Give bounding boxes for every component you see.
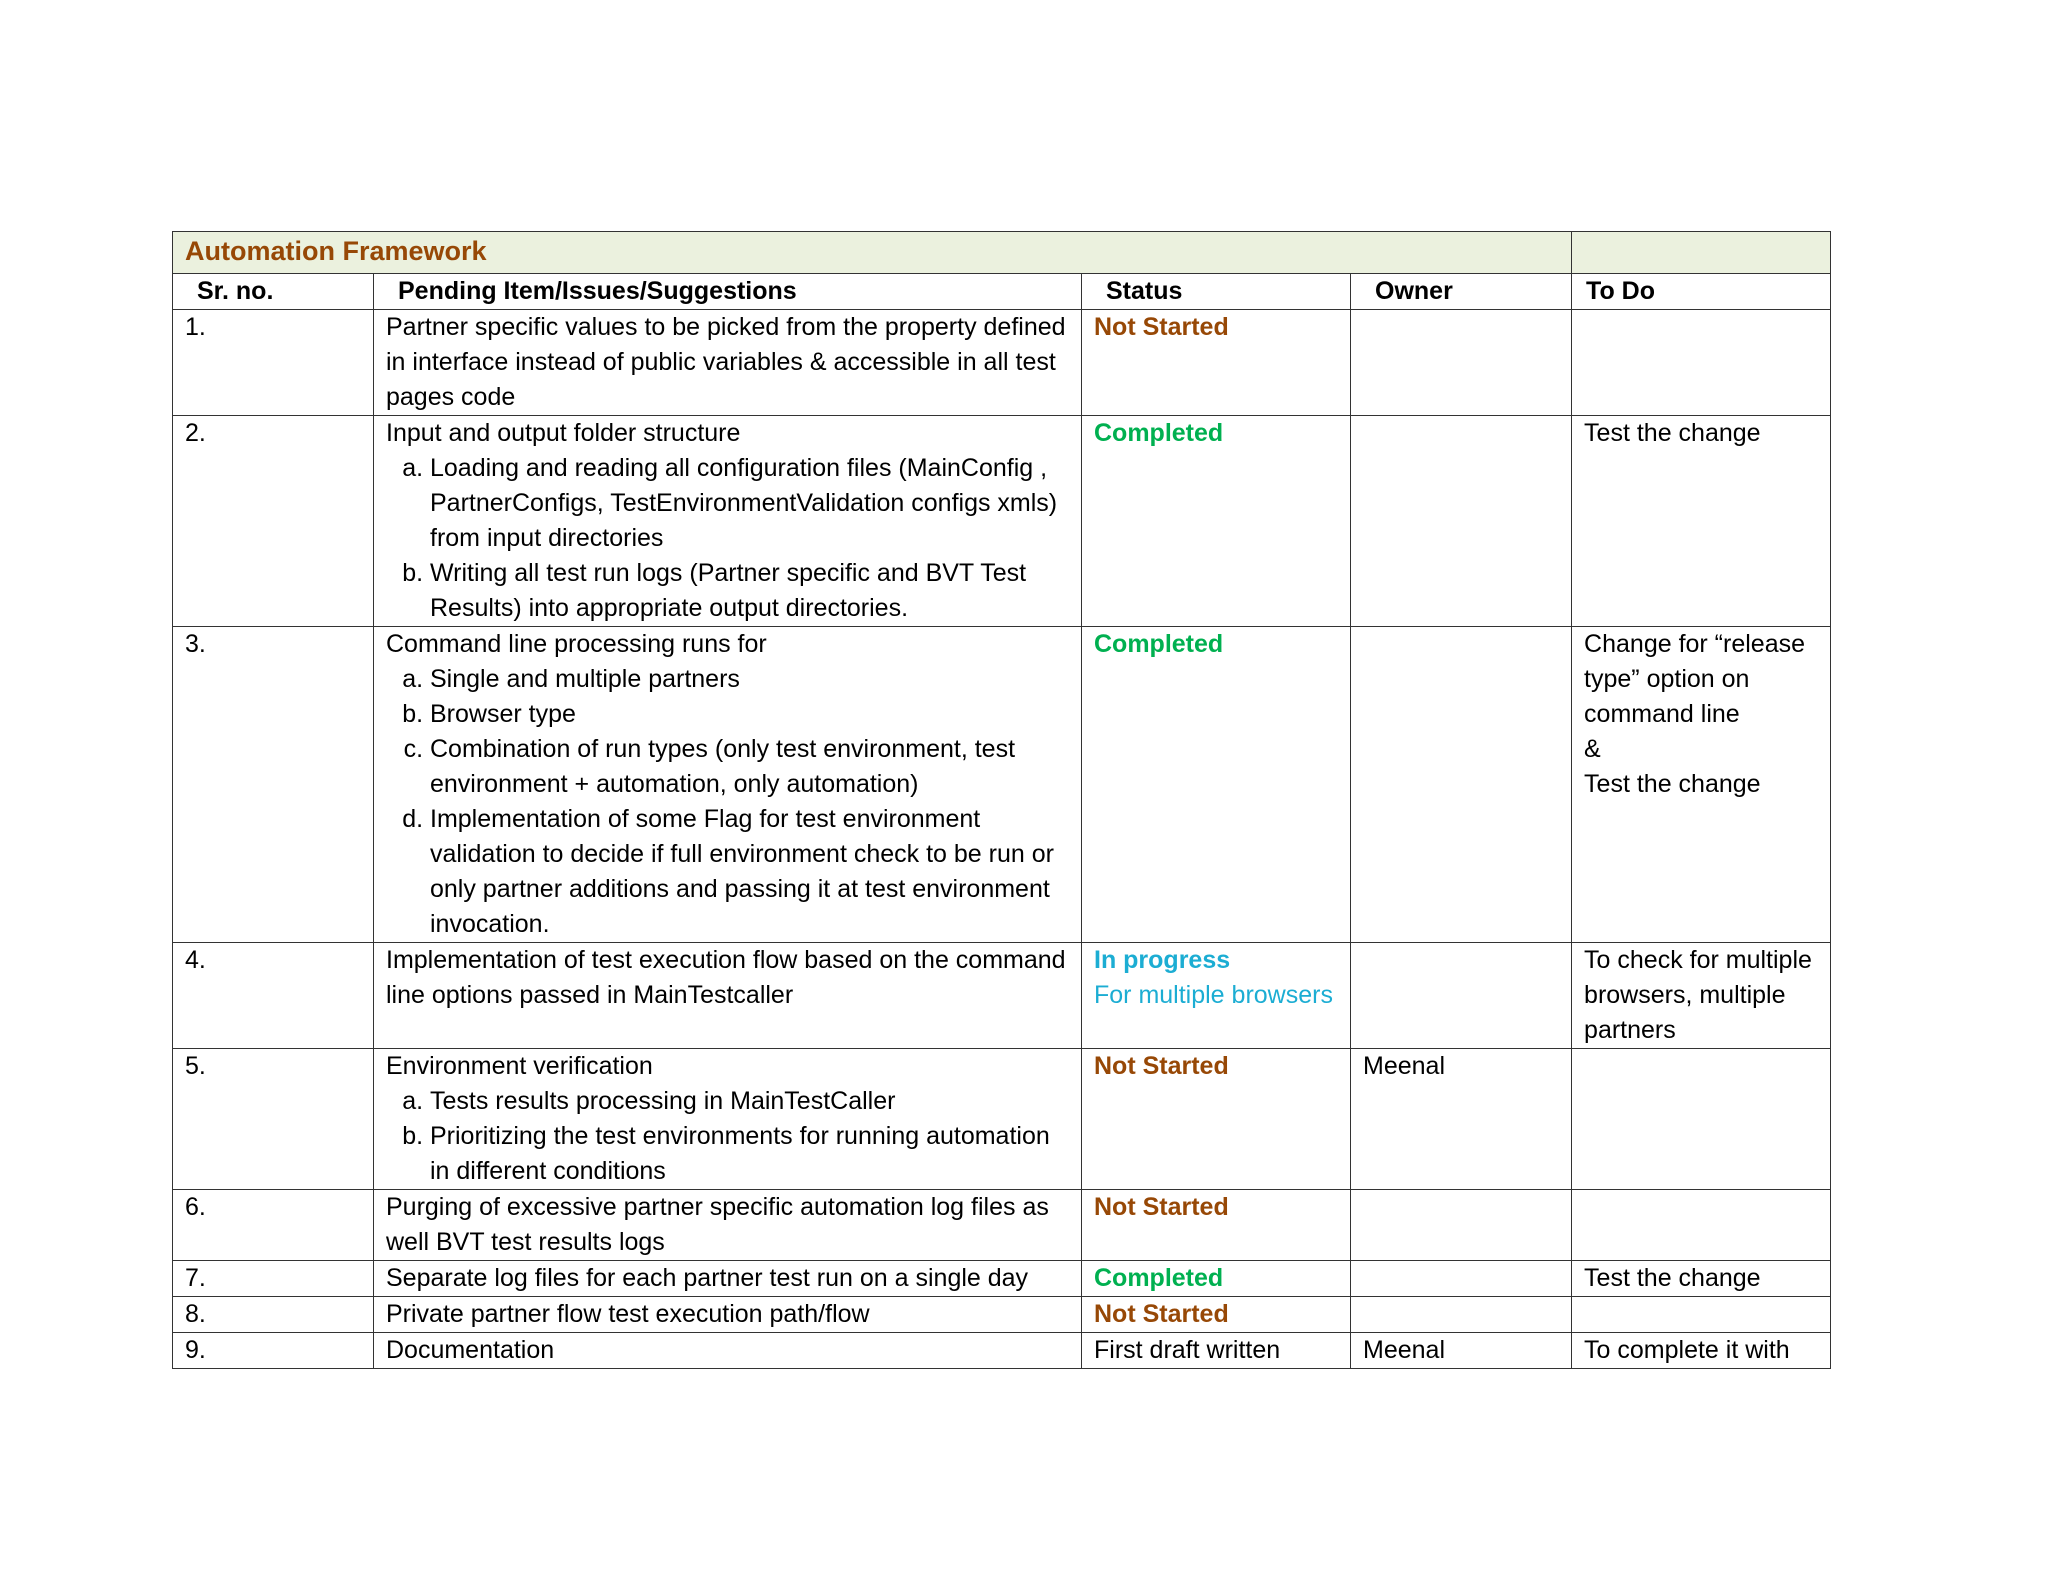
todo-cell: Test the change xyxy=(1572,1261,1831,1297)
status-cell xyxy=(1082,416,1351,627)
sr-no-cell: 1. xyxy=(173,310,374,416)
status-text: Completed xyxy=(1094,1264,1224,1292)
sr-no-cell: 3. xyxy=(173,627,374,943)
sr-no-cell: 7. xyxy=(173,1261,374,1297)
status-cell xyxy=(1082,943,1351,1049)
sub-item-list xyxy=(386,662,1069,942)
status-note: For multiple browsers xyxy=(1094,981,1333,1009)
table-title: Automation Framework xyxy=(185,236,487,266)
status-text: Completed xyxy=(1094,419,1224,447)
table-row xyxy=(173,1261,1831,1297)
status-text: Completed xyxy=(1094,630,1224,658)
todo-cell: Test the change xyxy=(1572,416,1831,627)
status-cell xyxy=(1082,1297,1351,1333)
todo-cell xyxy=(1572,1049,1831,1190)
item-text: Command line processing runs for xyxy=(386,630,767,658)
item-text: Input and output folder structure xyxy=(386,419,741,447)
sub-item: b. Prioritizing the test environments for running automation in different conditions xyxy=(430,1119,1069,1189)
table-row xyxy=(173,1190,1831,1261)
todo-cell: To complete it with xyxy=(1572,1333,1831,1369)
status-cell xyxy=(1082,1333,1351,1369)
table-row xyxy=(173,1049,1831,1190)
status-text: Not Started xyxy=(1094,1193,1229,1221)
status-text: Not Started xyxy=(1094,1052,1229,1080)
todo-cell xyxy=(1572,310,1831,416)
item-cell xyxy=(374,416,1082,627)
owner-cell xyxy=(1351,943,1572,1049)
item-text: Environment verification xyxy=(386,1052,653,1080)
sr-no-cell: 2. xyxy=(173,416,374,627)
sr-no-cell: 4. xyxy=(173,943,374,1049)
owner-cell xyxy=(1351,627,1572,943)
item-cell: Implementation of test execution flow based on the command line options passed in MainTestcaller xyxy=(374,943,1082,1049)
sub-item: d. Implementation of some Flag for test environment validation to decide if full environment check to be run or only partner additions and passing it at test environment invocation. xyxy=(430,802,1069,942)
header-sr-no: Sr. no. xyxy=(173,274,374,310)
sub-item: b. Writing all test run logs (Partner specific and BVT Test Results) into appropriate output directories. xyxy=(430,556,1069,626)
status-text: In progress xyxy=(1094,946,1231,974)
header-item: Pending Item/Issues/Suggestions xyxy=(374,274,1082,310)
owner-cell: Meenal xyxy=(1351,1049,1572,1190)
sub-item: a. Tests results processing in MainTestCaller xyxy=(430,1084,1069,1119)
table-header-row xyxy=(173,274,1831,310)
owner-cell xyxy=(1351,310,1572,416)
status-cell xyxy=(1082,1261,1351,1297)
header-owner: Owner xyxy=(1351,274,1572,310)
status-cell xyxy=(1082,1049,1351,1190)
item-cell xyxy=(374,1049,1082,1190)
owner-cell xyxy=(1351,1190,1572,1261)
automation-framework-table xyxy=(172,231,1831,1369)
todo-cell xyxy=(1572,627,1831,943)
table-title-cell xyxy=(173,232,1572,274)
sub-item: a. Loading and reading all configuration files (MainConfig , PartnerConfigs, TestEnvironmentValidation configs xmls) from input directories xyxy=(430,451,1069,556)
todo-line: & xyxy=(1584,735,1601,763)
item-cell: Private partner flow test execution path/flow xyxy=(374,1297,1082,1333)
owner-cell: Meenal xyxy=(1351,1333,1572,1369)
item-cell xyxy=(374,627,1082,943)
sub-item-list xyxy=(386,451,1069,626)
table-row xyxy=(173,627,1831,943)
sub-item: a. Single and multiple partners xyxy=(430,662,1069,697)
table-row xyxy=(173,1333,1831,1369)
status-cell xyxy=(1082,310,1351,416)
todo-line: Change for “release type” option on command line xyxy=(1584,630,1806,728)
sr-no-cell: 5. xyxy=(173,1049,374,1190)
table-title-row xyxy=(173,232,1831,274)
table-row xyxy=(173,1297,1831,1333)
todo-line: Test the change xyxy=(1584,770,1761,798)
sub-item: b. Browser type xyxy=(430,697,1069,732)
sr-no-cell: 9. xyxy=(173,1333,374,1369)
status-cell xyxy=(1082,627,1351,943)
item-cell: Separate log files for each partner test run on a single day xyxy=(374,1261,1082,1297)
status-text: Not Started xyxy=(1094,313,1229,341)
status-text: First draft written xyxy=(1094,1336,1281,1364)
table-row xyxy=(173,416,1831,627)
owner-cell xyxy=(1351,1297,1572,1333)
status-cell xyxy=(1082,1190,1351,1261)
header-todo: To Do xyxy=(1572,274,1831,310)
sr-no-cell: 8. xyxy=(173,1297,374,1333)
sub-item-list xyxy=(386,1084,1069,1189)
table-row xyxy=(173,943,1831,1049)
sub-item: c. Combination of run types (only test environment, test environment + automation, only automation) xyxy=(430,732,1069,802)
todo-cell xyxy=(1572,1190,1831,1261)
todo-cell: To check for multiple browsers, multiple partners xyxy=(1572,943,1831,1049)
owner-cell xyxy=(1351,416,1572,627)
table-title-empty-cell xyxy=(1572,232,1831,274)
item-cell: Partner specific values to be picked from the property defined in interface instead of public variables & accessible in all test pages code xyxy=(374,310,1082,416)
header-status: Status xyxy=(1082,274,1351,310)
status-text: Not Started xyxy=(1094,1300,1229,1328)
sr-no-cell: 6. xyxy=(173,1190,374,1261)
table-row xyxy=(173,310,1831,416)
owner-cell xyxy=(1351,1261,1572,1297)
todo-cell xyxy=(1572,1297,1831,1333)
item-cell: Documentation xyxy=(374,1333,1082,1369)
item-cell: Purging of excessive partner specific automation log files as well BVT test results logs xyxy=(374,1190,1082,1261)
